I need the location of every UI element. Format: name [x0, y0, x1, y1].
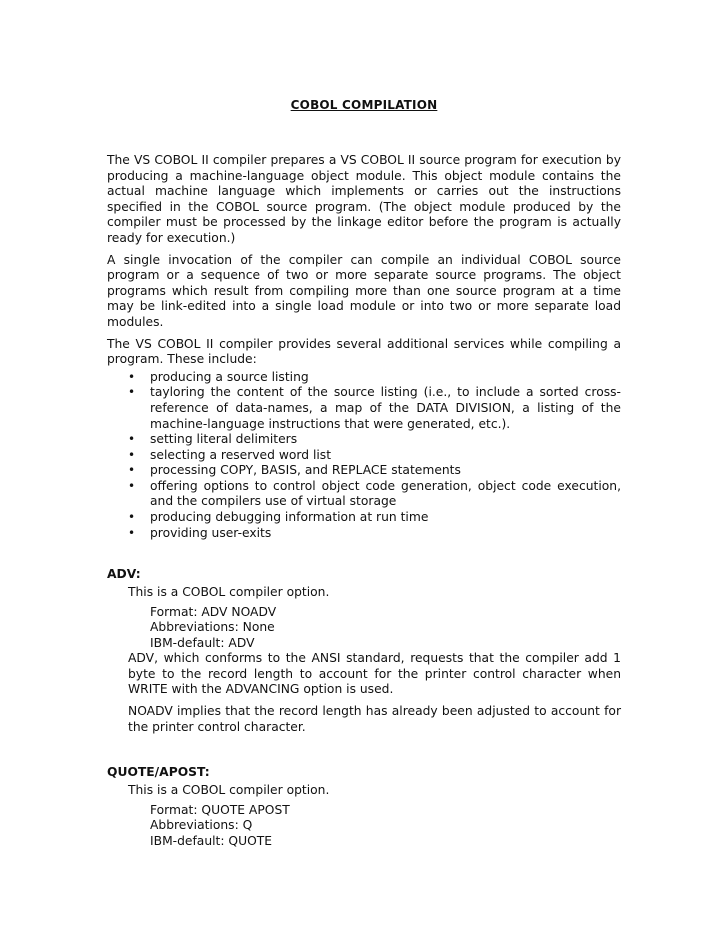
quote-heading: QUOTE/APOST: [107, 765, 210, 779]
list-item: • producing debugging information at run time [107, 510, 621, 526]
adv-intro: This is a COBOL compiler option. [128, 585, 330, 599]
adv-abbreviations: Abbreviations: None [150, 620, 275, 635]
quote-abbreviations: Abbreviations: Q [150, 818, 253, 833]
page-title: COBOL COMPILATION [290, 98, 438, 112]
adv-body [128, 651, 621, 735]
quote-apost-section [107, 764, 621, 849]
list-item: • processing COPY, BASIS, and REPLACE statements [107, 463, 621, 479]
services-list [107, 370, 621, 542]
adv-format-block [150, 605, 621, 651]
list-item: • providing user-exits [107, 526, 621, 542]
adv-paragraph-2: NOADV implies that the record length has already been adjusted to account for the printer control character. [128, 704, 621, 734]
list-item: • tayloring the content of the source listing (i.e., to include a sorted cross-reference of data-names, a map of the DATA DIVISION, a listing of the machine-language instructions that were generated, etc.). [107, 385, 621, 432]
list-item: • offering options to control object code generation, object code execution, and the compilers use of virtual storage [107, 479, 621, 510]
intro-section [107, 153, 621, 541]
adv-default: IBM-default: ADV [150, 635, 255, 650]
intro-paragraph-1: The VS COBOL II compiler prepares a VS COBOL II source program for execution by producing a machine-language object module. This object module contains the actual machine language which implements or carries out the instructions specified in the COBOL source program. (The object module produced by the compiler must be processed by the linkage editor before the program is actually ready for execution.) [107, 153, 621, 245]
quote-default: IBM-default: QUOTE [150, 833, 273, 848]
list-item: • producing a source listing [107, 370, 621, 386]
intro-paragraph-2: A single invocation of the compiler can compile an individual COBOL source program or a sequence of two or more separate source programs. The object programs which result from compiling more than one source program at a time may be link-edited into a single load module or into two or more separate load modules. [107, 252, 621, 329]
intro-paragraph-3: The VS COBOL II compiler provides several additional services while compiling a program. These include: [107, 336, 621, 367]
quote-format-block [150, 803, 621, 849]
list-item: • selecting a reserved word list [107, 448, 621, 464]
list-item: • setting literal delimiters [107, 432, 621, 448]
quote-intro: This is a COBOL compiler option. [128, 783, 330, 797]
adv-format: Format: ADV NOADV [150, 605, 277, 619]
quote-format: Format: QUOTE APOST [150, 803, 290, 817]
adv-paragraph-1: ADV, which conforms to the ANSI standard, requests that the compiler add 1 byte to the record length to account for the printer control character when WRITE with the ADVANCING option is used. [128, 651, 621, 697]
adv-section [107, 566, 621, 741]
adv-heading: ADV: [107, 567, 141, 581]
